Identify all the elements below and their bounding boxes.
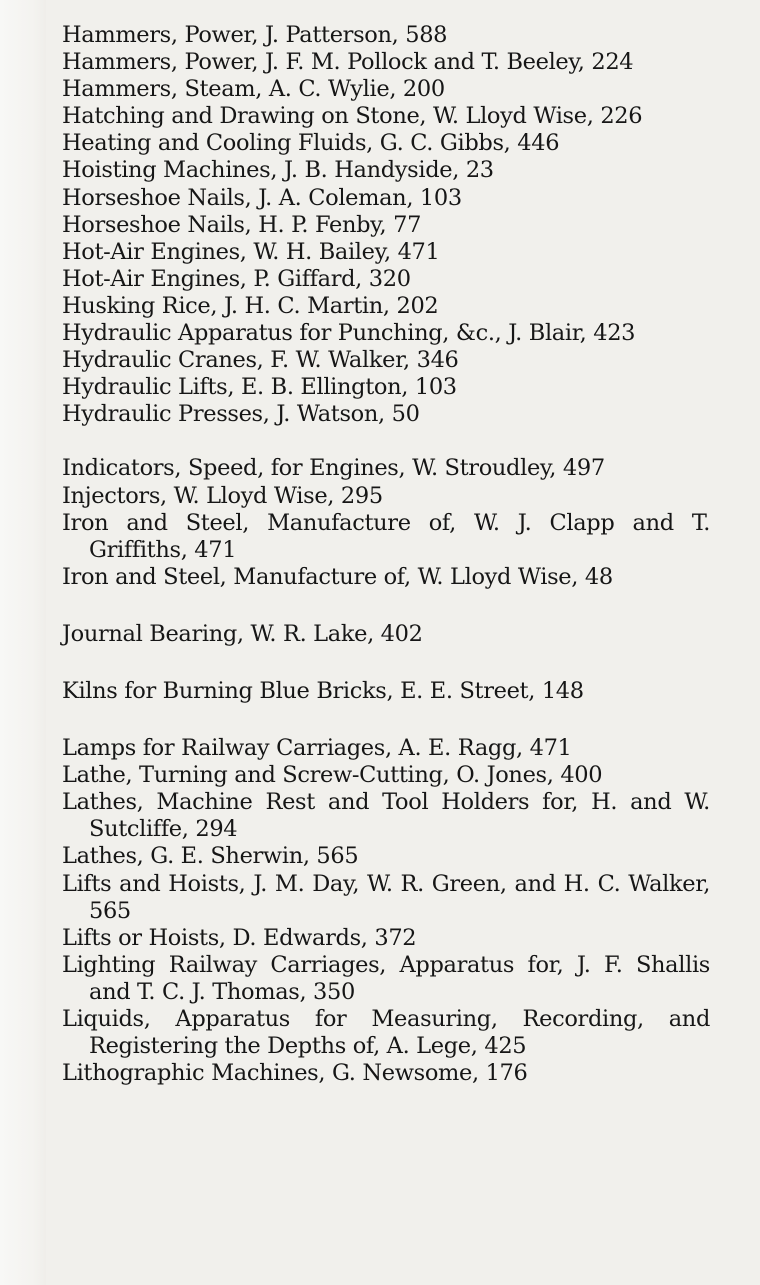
index-entry: Lathe, Turning and Screw-Cutting, O. Jones, 400 xyxy=(62,762,603,789)
index-entry: Heating and Cooling Fluids, G. C. Gibbs, 446 xyxy=(62,130,560,157)
index-entry: Hydraulic Presses, J. Watson, 50 xyxy=(62,401,420,428)
index-entry: Kilns for Burning Blue Bricks, E. E. Street, 148 xyxy=(62,677,584,704)
index-entry: Lamps for Railway Carriages, A. E. Ragg, 471 xyxy=(62,735,572,762)
index-entry: Injectors, W. Lloyd Wise, 295 xyxy=(62,482,383,509)
index-entry: Hydraulic Apparatus for Punching, &c., J. Blair, 423 xyxy=(62,320,636,347)
index-entry: Hydraulic Lifts, E. B. Ellington, 103 xyxy=(62,374,457,401)
index-entry: Lifts and Hoists, J. M. Day, W. R. Green, and H. C. Walker, 565 xyxy=(62,870,710,924)
index-entry: Iron and Steel, Manufacture of, W. J. Clapp and T. Griffiths, 471 xyxy=(62,509,710,563)
index-entry: Iron and Steel, Manufacture of, W. Lloyd Wise, 48 xyxy=(62,563,613,590)
index-entry: Hydraulic Cranes, F. W. Walker, 346 xyxy=(62,347,459,374)
index-entry: Lathes, G. E. Sherwin, 565 xyxy=(62,843,359,870)
index-entry: Liquids, Apparatus for Measuring, Recording, and Registering the Depths of, A. Lege, 425 xyxy=(62,1006,710,1060)
index-entry: Horseshoe Nails, H. P. Fenby, 77 xyxy=(62,211,422,238)
index-entry: Hot-Air Engines, W. H. Bailey, 471 xyxy=(62,238,440,265)
index-entry: Journal Bearing, W. R. Lake, 402 xyxy=(62,620,423,647)
index-column xyxy=(62,22,710,1087)
index-entry: Lighting Railway Carriages, Apparatus for, J. F. Shallis and T. C. J. Thomas, 350 xyxy=(62,951,710,1005)
index-entry: Horseshoe Nails, J. A. Coleman, 103 xyxy=(62,184,462,211)
index-entry: Hatching and Drawing on Stone, W. Lloyd Wise, 226 xyxy=(62,103,643,130)
index-entry: Hammers, Power, J. Patterson, 588 xyxy=(62,22,448,48)
index-entry: Lithographic Machines, G. Newsome, 176 xyxy=(62,1060,528,1087)
index-entry: Lifts or Hoists, D. Edwards, 372 xyxy=(62,924,417,951)
index-entry: Indicators, Speed, for Engines, W. Stroudley, 497 xyxy=(62,455,605,482)
index-entry: Hot-Air Engines, P. Giffard, 320 xyxy=(62,265,411,292)
index-entry: Hoisting Machines, J. B. Handyside, 23 xyxy=(62,157,494,184)
page-margin xyxy=(0,0,46,1285)
index-entry: Lathes, Machine Rest and Tool Holders for, H. and W. Sutcliffe, 294 xyxy=(62,789,710,843)
index-entry: Husking Rice, J. H. C. Martin, 202 xyxy=(62,292,439,319)
index-entry: Hammers, Steam, A. C. Wylie, 200 xyxy=(62,76,445,103)
index-entry: Hammers, Power, J. F. M. Pollock and T. Beeley, 224 xyxy=(62,49,634,76)
